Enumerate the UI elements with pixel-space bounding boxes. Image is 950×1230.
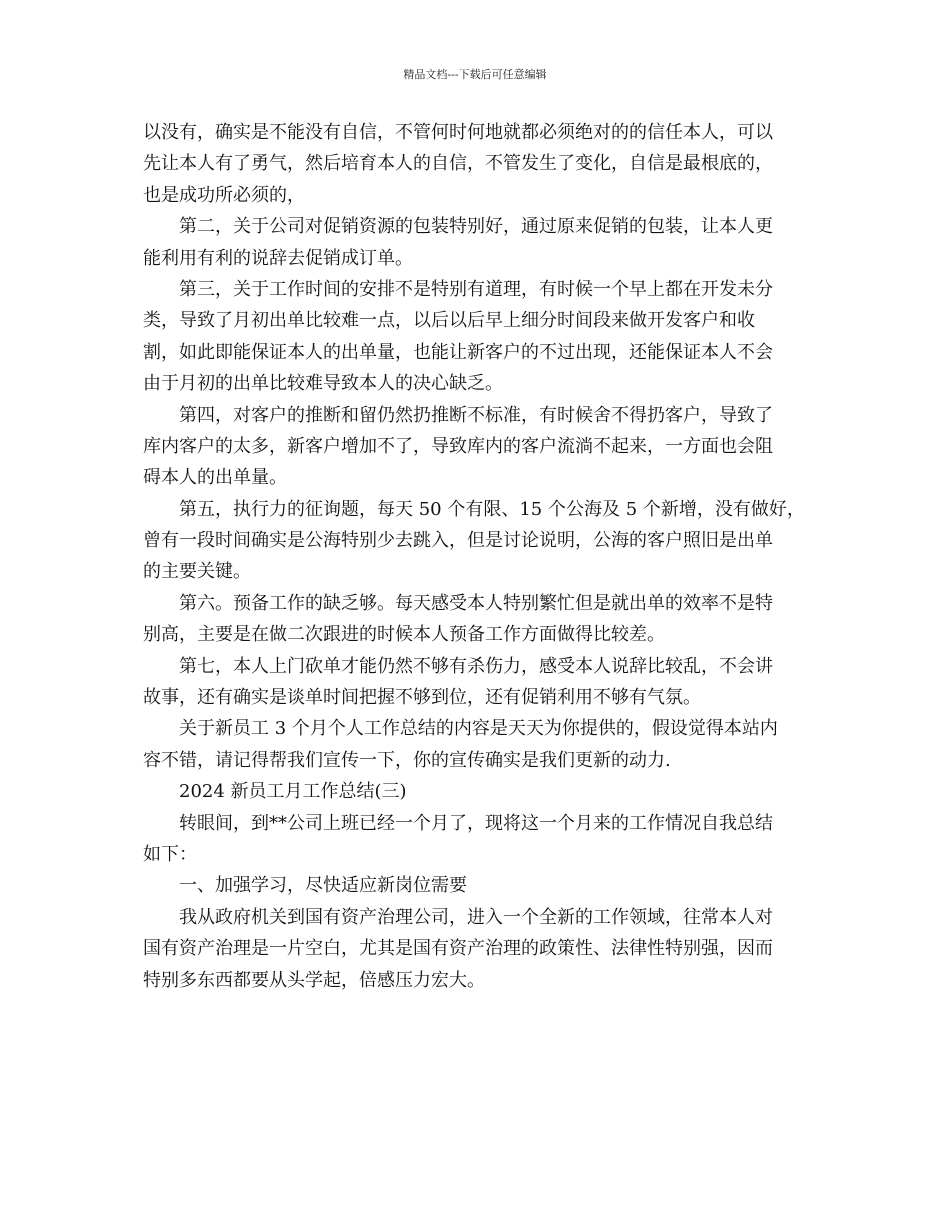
paragraph-site-note (143, 713, 803, 776)
text-line: 一、加强学习，尽快适应新岗位需要 (143, 875, 467, 897)
text-line: 碍本人的出单量。 (143, 467, 287, 489)
text-line: 以没有，确实是不能没有自信，不管何时何地就都必须绝对的的信任本人，可以 (143, 122, 773, 143)
text-line: 的主要关键。 (143, 561, 251, 583)
subsection-heading (143, 870, 803, 901)
text-line: 曾有一段时间确实是公海特别少去跳入，但是讨论说明，公海的客户照旧是出单 (143, 530, 773, 552)
text-line: 容不错，请记得帮我们宣传一下，你的宣传确实是我们更新的动力. (143, 749, 671, 771)
paragraph-fifth (143, 494, 803, 588)
text-line: 别高，主要是在做二次跟进的时候本人预备工作方面做得比较差。 (143, 624, 665, 646)
text-line: 第三，关于工作时间的安排不是特别有道理，有时候一个早上都在开发未分 (143, 278, 773, 300)
paragraph-sixth (143, 588, 803, 651)
text-line: 也是成功所必须的， (143, 184, 305, 206)
document-body (143, 117, 803, 996)
paragraph-continuation (143, 117, 803, 211)
text-line: 特别多东西都要从头学起，倍感压力宏大。 (143, 969, 485, 991)
text-line: 割，如此即能保证本人的出单量，也能让新客户的不过出现，还能保证本人不会 (143, 341, 773, 363)
paragraph-third (143, 274, 803, 400)
paragraph-second (143, 211, 803, 274)
page-header: 精品文档---下载后可任意编辑 (403, 68, 547, 81)
paragraph-seventh (143, 651, 803, 714)
paragraph-fourth (143, 400, 803, 494)
text-line: 故事，还有确实是谈单时间把握不够到位，还有促销利用不够有气氛。 (143, 687, 701, 709)
text-line: 我从政府机关到国有资产治理公司，进入一个全新的工作领域，往常本人对 (143, 906, 773, 928)
text-line: 第五，执行力的征询题，每天 50 个有限、15 个公海及 5 个新增，没有做好， (143, 498, 805, 520)
text-line: 国有资产治理是一片空白，尤其是国有资产治理的政策性、法律性特别强，因而 (143, 938, 773, 960)
text-line: 由于月初的出单比较难导致本人的决心缺乏。 (143, 373, 503, 395)
text-line: 2024 新员工月工作总结(三) (143, 781, 407, 803)
text-line: 第七，本人上门砍单才能仍然不够有杀伤力，感受本人说辞比较乱，不会讲 (143, 655, 773, 677)
paragraph-learning (143, 902, 803, 996)
text-line: 转眼间，到**公司上班已经一个月了，现将这一个月来的工作情况自我总结 (143, 812, 773, 834)
paragraph-intro (143, 808, 803, 871)
text-line: 第二，关于公司对促销资源的包装特别好，通过原来促销的包装，让本人更 (143, 216, 773, 238)
text-line: 如下： (143, 843, 197, 865)
section-title (143, 776, 803, 807)
text-line: 第六。预备工作的缺乏够。每天感受本人特别繁忙但是就出单的效率不是特 (143, 592, 773, 614)
text-line: 类，导致了月初出单比较难一点，以后以后早上细分时间段来做开发客户和收 (143, 310, 755, 332)
text-line: 先让本人有了勇气，然后培育本人的自信，不管发生了变化，自信是最根底的， (143, 153, 773, 175)
text-line: 库内客户的太多，新客户增加不了，导致库内的客户流淌不起来，一方面也会阻 (143, 435, 773, 457)
text-line: 第四，对客户的推断和留仍然扔推断不标准，有时候舍不得扔客户，导致了 (143, 404, 773, 426)
text-line: 关于新员工 3 个月个人工作总结的内容是天天为你提供的，假设觉得本站内 (143, 718, 778, 740)
text-line: 能利用有利的说辞去促销成订单。 (143, 247, 413, 269)
